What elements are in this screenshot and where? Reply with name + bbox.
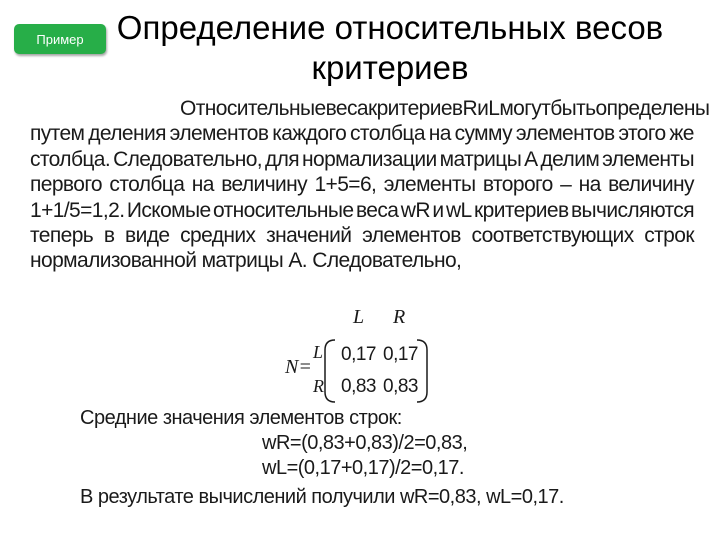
explanation-paragraph (30, 96, 710, 274)
title-line-1: Определение относительных весов (116, 9, 664, 46)
paragraph-line: путем деления элементов каждого столбца на сумму элементов этого же (30, 122, 694, 146)
matrix-col-header: L (353, 306, 365, 328)
matrix-cell: 0,83 (383, 376, 418, 397)
matrix-row-header: R (313, 376, 324, 396)
matrix-cell: 0,17 (383, 344, 418, 365)
matrix-row-header: L (313, 342, 324, 362)
paragraph-line: теперь в виде средних значений элементов соответствующих строк (30, 224, 694, 248)
results-section (80, 406, 680, 510)
paragraph-line: столбца. Следовательно, для нормализации матрицы A делим элементы (30, 147, 694, 171)
paragraph-line: первого столбца на величину 1+5=6, элементы второго – на величину (30, 173, 694, 197)
wR-formula: wR=(0,83+0,83)/2=0,83, (262, 432, 468, 454)
matrix-cell: 0,83 (341, 376, 376, 397)
wL-formula: wL=(0,17+0,17)/2=0,17. (262, 457, 464, 479)
results-heading: Средние значения элементов строк: (80, 407, 402, 429)
example-badge: Пример (14, 24, 106, 54)
paragraph-line: нормализованной матрицы A. Следовательно, (30, 249, 462, 273)
conclusion-text: В результате вычислений получили wR=0,83, wL=0,17. (80, 486, 564, 508)
paragraph-line: 1+1/5=1,2. Искомые относительные веса wR и wL критериев вычисляются (30, 198, 694, 222)
matrix-cell: 0,17 (341, 344, 376, 365)
paragraph-line: Относительные веса критериев R и L могут быть определены (180, 97, 710, 120)
matrix-name: N= (285, 356, 312, 378)
matrix-col-header: R (393, 306, 406, 328)
normalized-matrix (285, 304, 445, 408)
slide-title (115, 8, 665, 88)
title-line-2: критериев (311, 49, 469, 86)
